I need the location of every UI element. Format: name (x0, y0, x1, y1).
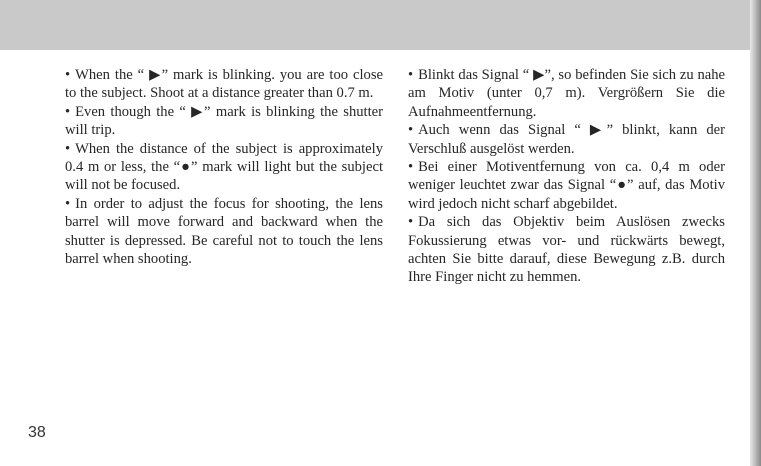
german-column (408, 66, 725, 287)
bullet-icon: • (65, 195, 71, 212)
paragraph-text: Blinkt das Signal “ ▶”, so befinden Sie sich zu nahe am Motiv (unter 0,7 m). Vergrößern Sie die Aufnahmeentfernung. (408, 67, 725, 120)
english-paragraph (65, 140, 383, 195)
bullet-icon: • (408, 67, 414, 83)
paragraph-text: Da sich das Objektiv beim Auslösen zwecks Fokussierung etwas vor- und rückwärts bewegt, achten Sie bitte darauf, diese Bewegung z.B. durch Ihre Finger nicht zu hemmen. (408, 214, 725, 286)
paragraph-text: When the distance of the subject is approximately 0.4 m or less, the “●” mark will light but the subject will not be focused. (65, 140, 383, 194)
page-number: 38 (28, 424, 46, 441)
english-column (65, 66, 383, 268)
paragraph-text: Even though the “ ▶” mark is blinking the shutter will trip. (65, 103, 383, 139)
bullet-icon: • (65, 140, 71, 157)
bullet-icon: • (408, 122, 414, 139)
bullet-icon: • (65, 103, 71, 120)
english-paragraph (65, 103, 383, 140)
paragraph-text: In order to adjust the focus for shooting, the lens barrel will move forward and backward when the shutter is depressed. Be careful not to touch the lens barrel when shooting. (65, 195, 383, 268)
paragraph-text: When the “ ▶” mark is blinking. you are too close to the subject. Shoot at a distance greater than 0.7 m. (65, 67, 383, 102)
english-paragraph (65, 66, 383, 103)
paragraph-text: Auch wenn das Signal “ ▶” blinkt, kann der Verschluß ausgelöst werden. (408, 122, 725, 157)
bullet-icon: • (408, 214, 414, 231)
german-paragraph (408, 121, 725, 158)
bullet-icon: • (65, 67, 71, 83)
english-paragraph (65, 195, 383, 269)
header-band (0, 0, 750, 50)
bullet-icon: • (408, 159, 414, 176)
german-paragraph (408, 213, 725, 287)
paragraph-text: Bei einer Motiventfernung von ca. 0,4 m oder weniger leuchtet zwar das Signal “●” auf, das Motiv wird jedoch nicht scharf abgebildet. (408, 159, 725, 212)
german-paragraph (408, 158, 725, 213)
german-paragraph (408, 66, 725, 121)
page-edge-shadow (750, 0, 761, 466)
